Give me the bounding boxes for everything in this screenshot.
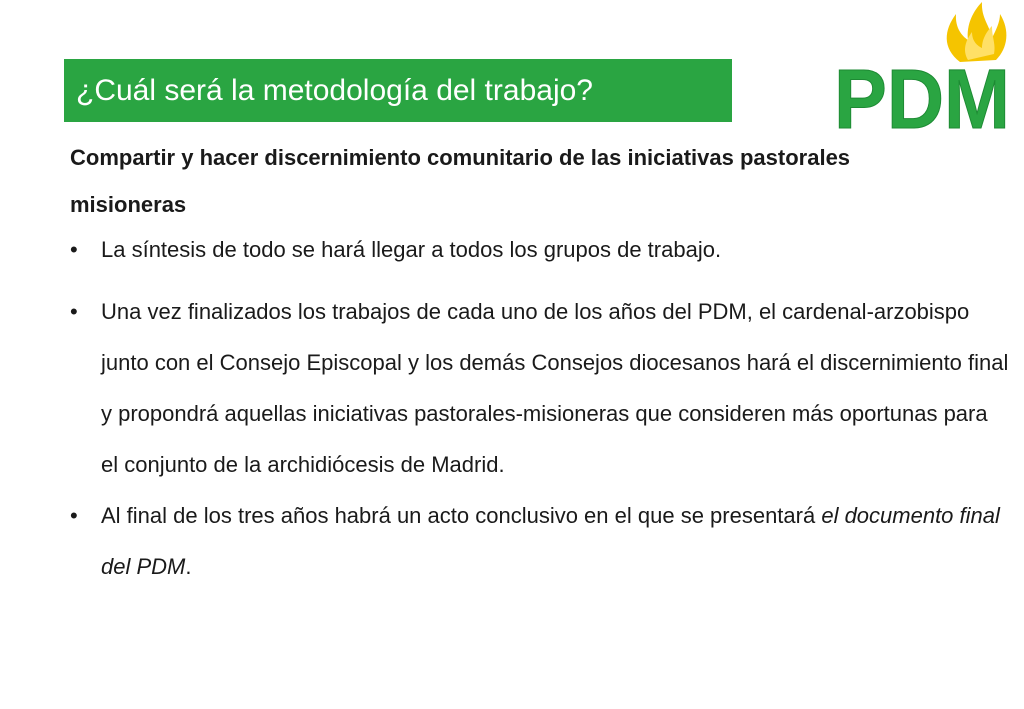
pdm-logo-graphic — [832, 0, 1016, 140]
slide-title: ¿Cuál será la metodología del trabajo? — [76, 73, 593, 107]
bullet-marker: • — [70, 299, 78, 324]
slide-subtitle: Compartir y hacer discernimiento comunitario de las iniciativas pastorales misioneras — [70, 145, 851, 217]
bullet-item — [70, 224, 1010, 275]
bullet-marker: • — [70, 503, 78, 528]
bullet-item — [70, 286, 1010, 490]
bullet-emphasis: el documento final del PDM — [101, 503, 1000, 579]
title-bar — [64, 59, 732, 122]
bullet-text: Al final de los tres años habrá un acto conclusivo en el que se presentará — [101, 503, 822, 528]
bullet-text-end: . — [185, 554, 192, 579]
bullet-list — [70, 224, 1010, 592]
bullet-item — [70, 490, 1010, 592]
bullet-text: La síntesis de todo se hará llegar a todos los grupos de trabajo. — [101, 237, 722, 262]
logo-text: PDM — [834, 52, 1010, 140]
bullet-marker: • — [70, 237, 78, 262]
pdm-logo — [832, 0, 1016, 140]
bullet-text: Una vez finalizados los trabajos de cada uno de los años del PDM, el cardenal-arzobispo junto con el Consejo Episcopal y los demás Consejos diocesanos hará el discernimiento final y propondrá aquellas iniciativas pastorales-misioneras que consideren más oportunas para el conjunto de la archidiócesis de Madrid. — [101, 299, 1009, 477]
